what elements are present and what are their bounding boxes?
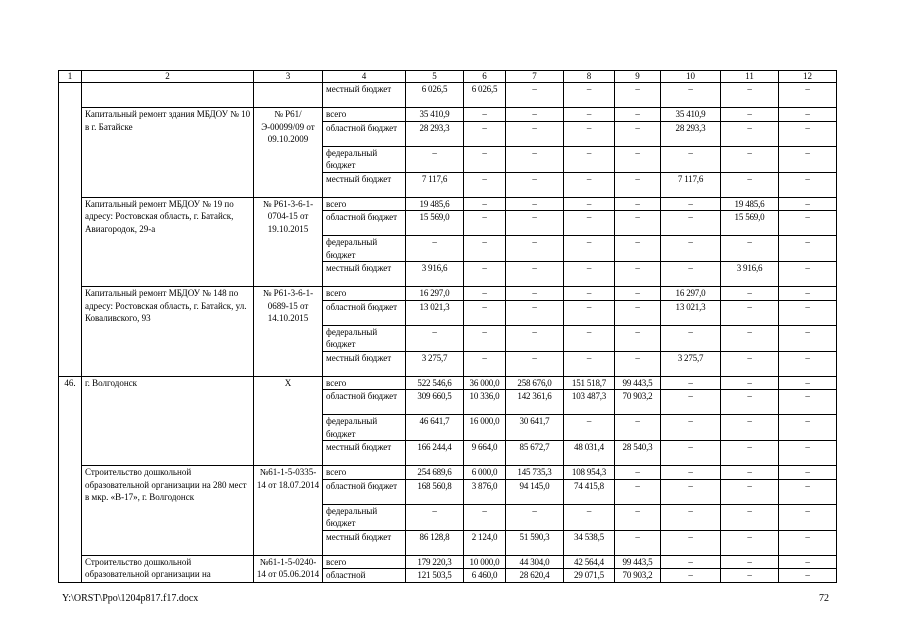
amount-cell: 3 275,7 [661, 351, 721, 376]
amount-cell: – [464, 325, 506, 351]
amount-cell: 3 916,6 [721, 262, 779, 287]
amount-cell: – [564, 172, 615, 197]
amount-cell: – [615, 287, 661, 301]
object-name-cell: Капитальный ремонт здания МБДОУ № 10 в г. Батайске [82, 108, 254, 198]
amount-cell: – [615, 530, 661, 555]
funding-source-cell: местный бюджет [323, 83, 406, 108]
amount-cell: 3 275,7 [406, 351, 464, 376]
amount-cell: – [661, 530, 721, 555]
amount-cell: – [506, 287, 564, 301]
column-header: 11 [721, 71, 779, 83]
document-number-cell: №61-1-5-0335-14 от 18.07.2014 [254, 466, 323, 556]
amount-cell: – [506, 108, 564, 122]
amount-cell: – [406, 236, 464, 262]
amount-cell: 254 689,6 [406, 466, 464, 480]
amount-cell: 6 026,5 [464, 83, 506, 108]
amount-cell: 85 672,7 [506, 441, 564, 466]
amount-cell: – [721, 555, 779, 569]
amount-cell: – [615, 351, 661, 376]
column-header: 3 [254, 71, 323, 83]
amount-cell: 166 244,4 [406, 441, 464, 466]
amount-cell: 46 641,7 [406, 415, 464, 441]
amount-cell: – [615, 83, 661, 108]
funding-source-cell: всего [323, 466, 406, 480]
amount-cell: – [779, 121, 837, 146]
amount-cell: – [615, 262, 661, 287]
amount-cell: 6 460,0 [464, 569, 506, 583]
amount-cell: – [779, 172, 837, 197]
amount-cell: 309 660,5 [406, 390, 464, 415]
amount-cell: – [615, 415, 661, 441]
funding-source-cell: местный бюджет [323, 441, 406, 466]
document-number-cell [254, 83, 323, 108]
amount-cell: – [615, 236, 661, 262]
amount-cell: – [506, 83, 564, 108]
amount-cell: – [779, 569, 837, 583]
amount-cell: – [464, 504, 506, 530]
document-number-cell: № Р61/Э-00099/09 от 09.10.2009 [254, 108, 323, 198]
column-header: 7 [506, 71, 564, 83]
funding-source-cell: всего [323, 108, 406, 122]
amount-cell: – [506, 262, 564, 287]
funding-source-cell: областной [323, 569, 406, 583]
amount-cell: – [779, 211, 837, 236]
column-header: 2 [82, 71, 254, 83]
column-header: 8 [564, 71, 615, 83]
amount-cell: – [506, 236, 564, 262]
table-row [59, 287, 837, 301]
amount-cell: – [661, 262, 721, 287]
amount-cell: – [779, 441, 837, 466]
amount-cell: 34 538,5 [564, 530, 615, 555]
amount-cell: 3 876,0 [464, 479, 506, 504]
amount-cell: – [661, 441, 721, 466]
amount-cell: 142 361,6 [506, 390, 564, 415]
column-header: 12 [779, 71, 837, 83]
amount-cell: – [661, 569, 721, 583]
amount-cell: 103 487,3 [564, 390, 615, 415]
amount-cell: 168 560,8 [406, 479, 464, 504]
amount-cell: 35 410,9 [406, 108, 464, 122]
amount-cell: – [779, 287, 837, 301]
amount-cell: – [564, 325, 615, 351]
amount-cell: – [464, 300, 506, 325]
amount-cell: – [661, 479, 721, 504]
amount-cell: 121 503,5 [406, 569, 464, 583]
row-number-cell [59, 83, 82, 377]
amount-cell: 28 293,3 [406, 121, 464, 146]
amount-cell: 10 336,0 [464, 390, 506, 415]
funding-source-cell: местный бюджет [323, 530, 406, 555]
amount-cell: – [779, 300, 837, 325]
amount-cell: – [779, 390, 837, 415]
amount-cell: – [721, 466, 779, 480]
funding-source-cell: федеральный бюджет [323, 146, 406, 172]
amount-cell: – [564, 108, 615, 122]
amount-cell: – [779, 466, 837, 480]
amount-cell: 28 293,3 [661, 121, 721, 146]
funding-source-cell: федеральный бюджет [323, 415, 406, 441]
amount-cell: – [661, 146, 721, 172]
amount-cell: 86 128,8 [406, 530, 464, 555]
amount-cell: – [564, 236, 615, 262]
column-header: 1 [59, 71, 82, 83]
amount-cell: – [721, 146, 779, 172]
amount-cell: 19 485,6 [406, 197, 464, 211]
amount-cell: – [406, 504, 464, 530]
column-header: 10 [661, 71, 721, 83]
amount-cell: 74 415,8 [564, 479, 615, 504]
amount-cell: – [506, 504, 564, 530]
funding-source-cell: местный бюджет [323, 262, 406, 287]
amount-cell: 42 564,4 [564, 555, 615, 569]
amount-cell: – [615, 197, 661, 211]
amount-cell: – [464, 236, 506, 262]
amount-cell: – [721, 287, 779, 301]
amount-cell: – [779, 376, 837, 390]
amount-cell: 30 641,7 [506, 415, 564, 441]
amount-cell: – [661, 83, 721, 108]
amount-cell: – [661, 504, 721, 530]
object-name-cell: г. Волгодонск [82, 376, 254, 466]
amount-cell: – [721, 236, 779, 262]
amount-cell: – [779, 262, 837, 287]
amount-cell: – [464, 146, 506, 172]
amount-cell: – [506, 197, 564, 211]
amount-cell: 28 620,4 [506, 569, 564, 583]
amount-cell: – [464, 351, 506, 376]
amount-cell: – [721, 376, 779, 390]
amount-cell: 16 297,0 [406, 287, 464, 301]
document-number-cell: № Р61-3-6-1-0689-15 от 14.10.2015 [254, 287, 323, 377]
amount-cell: 19 485,6 [721, 197, 779, 211]
amount-cell: – [721, 530, 779, 555]
amount-cell: – [464, 262, 506, 287]
amount-cell: – [506, 325, 564, 351]
amount-cell: 179 220,3 [406, 555, 464, 569]
amount-cell: – [779, 236, 837, 262]
funding-source-cell: областной бюджет [323, 479, 406, 504]
amount-cell: – [506, 351, 564, 376]
amount-cell: – [464, 121, 506, 146]
column-header: 6 [464, 71, 506, 83]
amount-cell: 145 735,3 [506, 466, 564, 480]
amount-cell: – [779, 83, 837, 108]
table-row [59, 197, 837, 211]
amount-cell: – [721, 569, 779, 583]
amount-cell: – [721, 479, 779, 504]
amount-cell: – [564, 287, 615, 301]
amount-cell: – [406, 146, 464, 172]
table-body [59, 83, 837, 583]
amount-cell: 522 546,6 [406, 376, 464, 390]
amount-cell: 36 000,0 [464, 376, 506, 390]
amount-cell: – [721, 108, 779, 122]
object-name-cell: Строительство дошкольной образовательной организации на [82, 555, 254, 582]
amount-cell: – [779, 504, 837, 530]
amount-cell: 16 297,0 [661, 287, 721, 301]
object-name-cell: Капитальный ремонт МБДОУ № 148 по адресу: Ростовская область, г. Батайск, ул. Коваливского, 93 [82, 287, 254, 377]
document-number-cell: №61-1-5-0240-14 от 05.06.2014 [254, 555, 323, 582]
amount-cell: – [615, 172, 661, 197]
amount-cell: – [721, 83, 779, 108]
amount-cell: – [464, 211, 506, 236]
amount-cell: – [779, 351, 837, 376]
amount-cell: 7 117,6 [661, 172, 721, 197]
funding-source-cell: местный бюджет [323, 351, 406, 376]
amount-cell: – [779, 555, 837, 569]
amount-cell: 44 304,0 [506, 555, 564, 569]
amount-cell: – [564, 300, 615, 325]
amount-cell: – [615, 300, 661, 325]
amount-cell: 15 569,0 [721, 211, 779, 236]
amount-cell: – [661, 555, 721, 569]
document-number-cell: № Р61-3-6-1-0704-15 от 19.10.2015 [254, 197, 323, 287]
amount-cell: 108 954,3 [564, 466, 615, 480]
amount-cell: – [406, 325, 464, 351]
amount-cell: – [779, 325, 837, 351]
amount-cell: – [615, 466, 661, 480]
footer-file-path: Y:\ORST\Ppo\1204p817.f17.docx [62, 593, 199, 604]
object-name-cell [82, 83, 254, 108]
amount-cell: – [506, 146, 564, 172]
amount-cell: – [464, 172, 506, 197]
amount-cell: 7 117,6 [406, 172, 464, 197]
amount-cell: – [506, 211, 564, 236]
object-name-cell: Строительство дошкольной образовательной организации на 280 мест в мкр. «В-17», г. Волгодонск [82, 466, 254, 556]
amount-cell: 13 021,3 [406, 300, 464, 325]
table-row [59, 555, 837, 569]
table-row [59, 83, 837, 108]
amount-cell: 35 410,9 [661, 108, 721, 122]
amount-cell: 151 518,7 [564, 376, 615, 390]
amount-cell: – [564, 146, 615, 172]
amount-cell: – [721, 325, 779, 351]
amount-cell: 13 021,3 [661, 300, 721, 325]
table-row [59, 108, 837, 122]
amount-cell: 2 124,0 [464, 530, 506, 555]
amount-cell: – [615, 479, 661, 504]
column-header: 9 [615, 71, 661, 83]
amount-cell: – [661, 466, 721, 480]
amount-cell: – [615, 325, 661, 351]
amount-cell: – [721, 390, 779, 415]
table-row [59, 466, 837, 480]
amount-cell: – [721, 300, 779, 325]
amount-cell: – [661, 197, 721, 211]
funding-source-cell: областной бюджет [323, 211, 406, 236]
amount-cell: 6 000,0 [464, 466, 506, 480]
amount-cell: – [464, 197, 506, 211]
funding-source-cell: областной бюджет [323, 300, 406, 325]
amount-cell: – [564, 211, 615, 236]
document-number-cell: X [254, 376, 323, 466]
amount-cell: 48 031,4 [564, 441, 615, 466]
amount-cell: 15 569,0 [406, 211, 464, 236]
funding-source-cell: областной бюджет [323, 390, 406, 415]
amount-cell: – [661, 211, 721, 236]
amount-cell: – [564, 504, 615, 530]
amount-cell: – [615, 121, 661, 146]
amount-cell: 94 145,0 [506, 479, 564, 504]
amount-cell: 99 443,5 [615, 376, 661, 390]
amount-cell: – [779, 197, 837, 211]
amount-cell: – [506, 172, 564, 197]
amount-cell: – [721, 504, 779, 530]
amount-cell: 29 071,5 [564, 569, 615, 583]
amount-cell: – [661, 236, 721, 262]
amount-cell: – [721, 441, 779, 466]
amount-cell: – [564, 197, 615, 211]
amount-cell: – [721, 415, 779, 441]
funding-source-cell: всего [323, 555, 406, 569]
amount-cell: – [721, 172, 779, 197]
amount-cell: 70 903,2 [615, 390, 661, 415]
amount-cell: – [721, 121, 779, 146]
amount-cell: – [564, 121, 615, 146]
amount-cell: 51 590,3 [506, 530, 564, 555]
funding-source-cell: федеральный бюджет [323, 325, 406, 351]
amount-cell: 28 540,3 [615, 441, 661, 466]
funding-source-cell: всего [323, 197, 406, 211]
amount-cell: – [464, 108, 506, 122]
row-number-cell: 46. [59, 376, 82, 582]
amount-cell: 258 676,0 [506, 376, 564, 390]
amount-cell: – [564, 415, 615, 441]
amount-cell: – [615, 211, 661, 236]
object-name-cell: Капитальный ремонт МБДОУ № 19 по адресу: Ростовская область, г. Батайск, Авиагородок, 29-а [82, 197, 254, 287]
budget-table [58, 70, 837, 583]
amount-cell: – [506, 300, 564, 325]
funding-source-cell: всего [323, 287, 406, 301]
amount-cell: – [779, 415, 837, 441]
amount-cell: – [615, 108, 661, 122]
amount-cell: – [779, 108, 837, 122]
amount-cell: – [779, 479, 837, 504]
amount-cell: 9 664,0 [464, 441, 506, 466]
amount-cell: – [564, 351, 615, 376]
amount-cell: – [721, 351, 779, 376]
amount-cell: – [661, 376, 721, 390]
amount-cell: – [464, 287, 506, 301]
table-row [59, 376, 837, 390]
funding-source-cell: федеральный бюджет [323, 504, 406, 530]
funding-source-cell: местный бюджет [323, 172, 406, 197]
column-header: 4 [323, 71, 406, 83]
amount-cell: – [661, 390, 721, 415]
amount-cell: – [564, 262, 615, 287]
funding-source-cell: федеральный бюджет [323, 236, 406, 262]
amount-cell: – [661, 325, 721, 351]
amount-cell: 3 916,6 [406, 262, 464, 287]
funding-source-cell: областной бюджет [323, 121, 406, 146]
amount-cell: 70 903,2 [615, 569, 661, 583]
amount-cell: 6 026,5 [406, 83, 464, 108]
column-number-row [59, 71, 837, 83]
amount-cell: – [661, 415, 721, 441]
amount-cell: 16 000,0 [464, 415, 506, 441]
funding-source-cell: всего [323, 376, 406, 390]
amount-cell: – [779, 146, 837, 172]
footer-page-number: 72 [819, 593, 829, 604]
amount-cell: 99 443,5 [615, 555, 661, 569]
amount-cell: – [506, 121, 564, 146]
amount-cell: – [779, 530, 837, 555]
amount-cell: – [615, 146, 661, 172]
amount-cell: – [564, 83, 615, 108]
column-header: 5 [406, 71, 464, 83]
amount-cell: 10 000,0 [464, 555, 506, 569]
amount-cell: – [615, 504, 661, 530]
